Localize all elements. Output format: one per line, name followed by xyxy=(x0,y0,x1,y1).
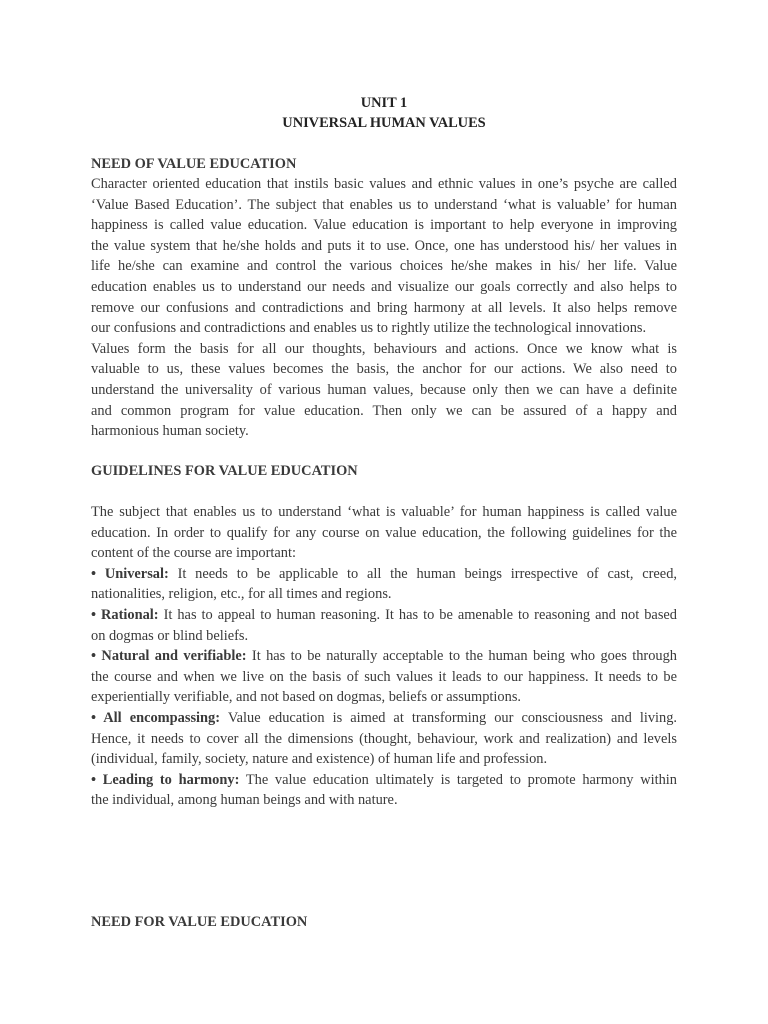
section-heading-guidelines: GUIDELINES FOR VALUE EDUCATION xyxy=(91,463,358,479)
bullet-continuation: the individual, among human beings and with nature. xyxy=(91,792,398,809)
paragraph-line: Values form the basis for all our thoughts, behaviours and actions. Once we know what is xyxy=(91,340,677,357)
unit-title: UNIT 1 xyxy=(360,95,408,111)
paragraph-line: content of the course are important: xyxy=(91,545,296,562)
bullet-label: • Natural and verifiable: xyxy=(91,648,247,665)
paragraph-line: our confusions and contradictions and enables us to rightly utilize the technological innovations. xyxy=(91,320,647,337)
bullet-natural-and-verifiable xyxy=(91,646,677,667)
bullet-label: • Leading to harmony: xyxy=(91,771,240,788)
paragraph-line: happiness is called value education. Value education is important to help everyone in improving xyxy=(91,217,677,234)
paragraph-line: remove our confusions and contradictions and bring harmony at all levels. It also helps remove xyxy=(91,299,677,316)
need-paragraph xyxy=(91,174,677,442)
bullet-label: • Rational: xyxy=(91,606,159,623)
guidelines-paragraph xyxy=(91,502,677,811)
section-heading-need-for-value-education: NEED FOR VALUE EDUCATION xyxy=(91,914,308,930)
paragraph-line: and common program for value education. Then only we can be assured of a happy and xyxy=(91,402,677,419)
paragraph-line: understand the universality of various human values, because only then we can have a definite xyxy=(91,381,677,398)
paragraph-line: The subject that enables us to understand ‘what is valuable’ for human happiness is called value xyxy=(91,504,677,520)
paragraph-line: ‘Value Based Education’. The subject that enables us to understand ‘what is valuable’ for human xyxy=(91,196,677,213)
bullet-universal xyxy=(91,564,677,585)
bullet-text: Value education is aimed at transforming our consciousness and living. xyxy=(220,709,677,726)
bullet-continuation: nationalities, religion, etc., for all times and regions. xyxy=(91,586,392,603)
bullet-text: It has to be naturally acceptable to the human being who goes through xyxy=(246,648,677,665)
paragraph-line: education. In order to qualify for any course on value education, the following guidelines for the xyxy=(91,524,677,541)
bullet-continuation: the course and when we live on the basis of such values it leads to our happiness. It needs to be xyxy=(91,668,677,685)
bullet-text: It has to appeal to human reasoning. It has to be amenable to reasoning and not based xyxy=(158,606,677,623)
bullet-label: • Universal: xyxy=(91,565,169,582)
paragraph-line: education enables us to understand our needs and visualize our goals correctly and also helps to xyxy=(91,278,677,295)
paragraph-line: the value system that he/she holds and puts it to use. Once, one has understood his/ her values in xyxy=(91,237,677,254)
bullet-continuation: (individual, family, society, nature and existence) of human life and profession. xyxy=(91,751,548,768)
bullet-leading-to-harmony xyxy=(91,770,677,791)
bullet-text: It needs to be applicable to all the human beings irrespective of cast, creed, xyxy=(168,565,677,582)
paragraph-line: Character oriented education that instils basic values and ethnic values in one’s psyche are called xyxy=(91,176,677,192)
bullet-text: The value education ultimately is targeted to promote harmony within xyxy=(239,771,677,788)
paragraph-line: life he/she can examine and control the various choices he/she makes in his/ her life. Value xyxy=(91,258,677,275)
bullet-continuation: experientially verifiable, and not based on dogmas, beliefs or assumptions. xyxy=(91,689,522,706)
paragraph-line: harmonious human society. xyxy=(91,423,249,440)
bullet-rational xyxy=(91,605,677,626)
paragraph-line: valuable to us, these values becomes the basis, the anchor for our actions. We also need to xyxy=(91,361,677,378)
section-heading-need-of-value-education: NEED OF VALUE EDUCATION xyxy=(91,156,297,172)
bullet-label: • All encompassing: xyxy=(91,709,221,726)
document-title: UNIVERSAL HUMAN VALUES xyxy=(282,115,486,131)
bullet-continuation: on dogmas or blind beliefs. xyxy=(91,627,249,644)
bullet-continuation: Hence, it needs to cover all the dimensions (thought, behaviour, work and realization) and levels xyxy=(91,730,677,747)
bullet-all-encompassing xyxy=(91,708,677,729)
